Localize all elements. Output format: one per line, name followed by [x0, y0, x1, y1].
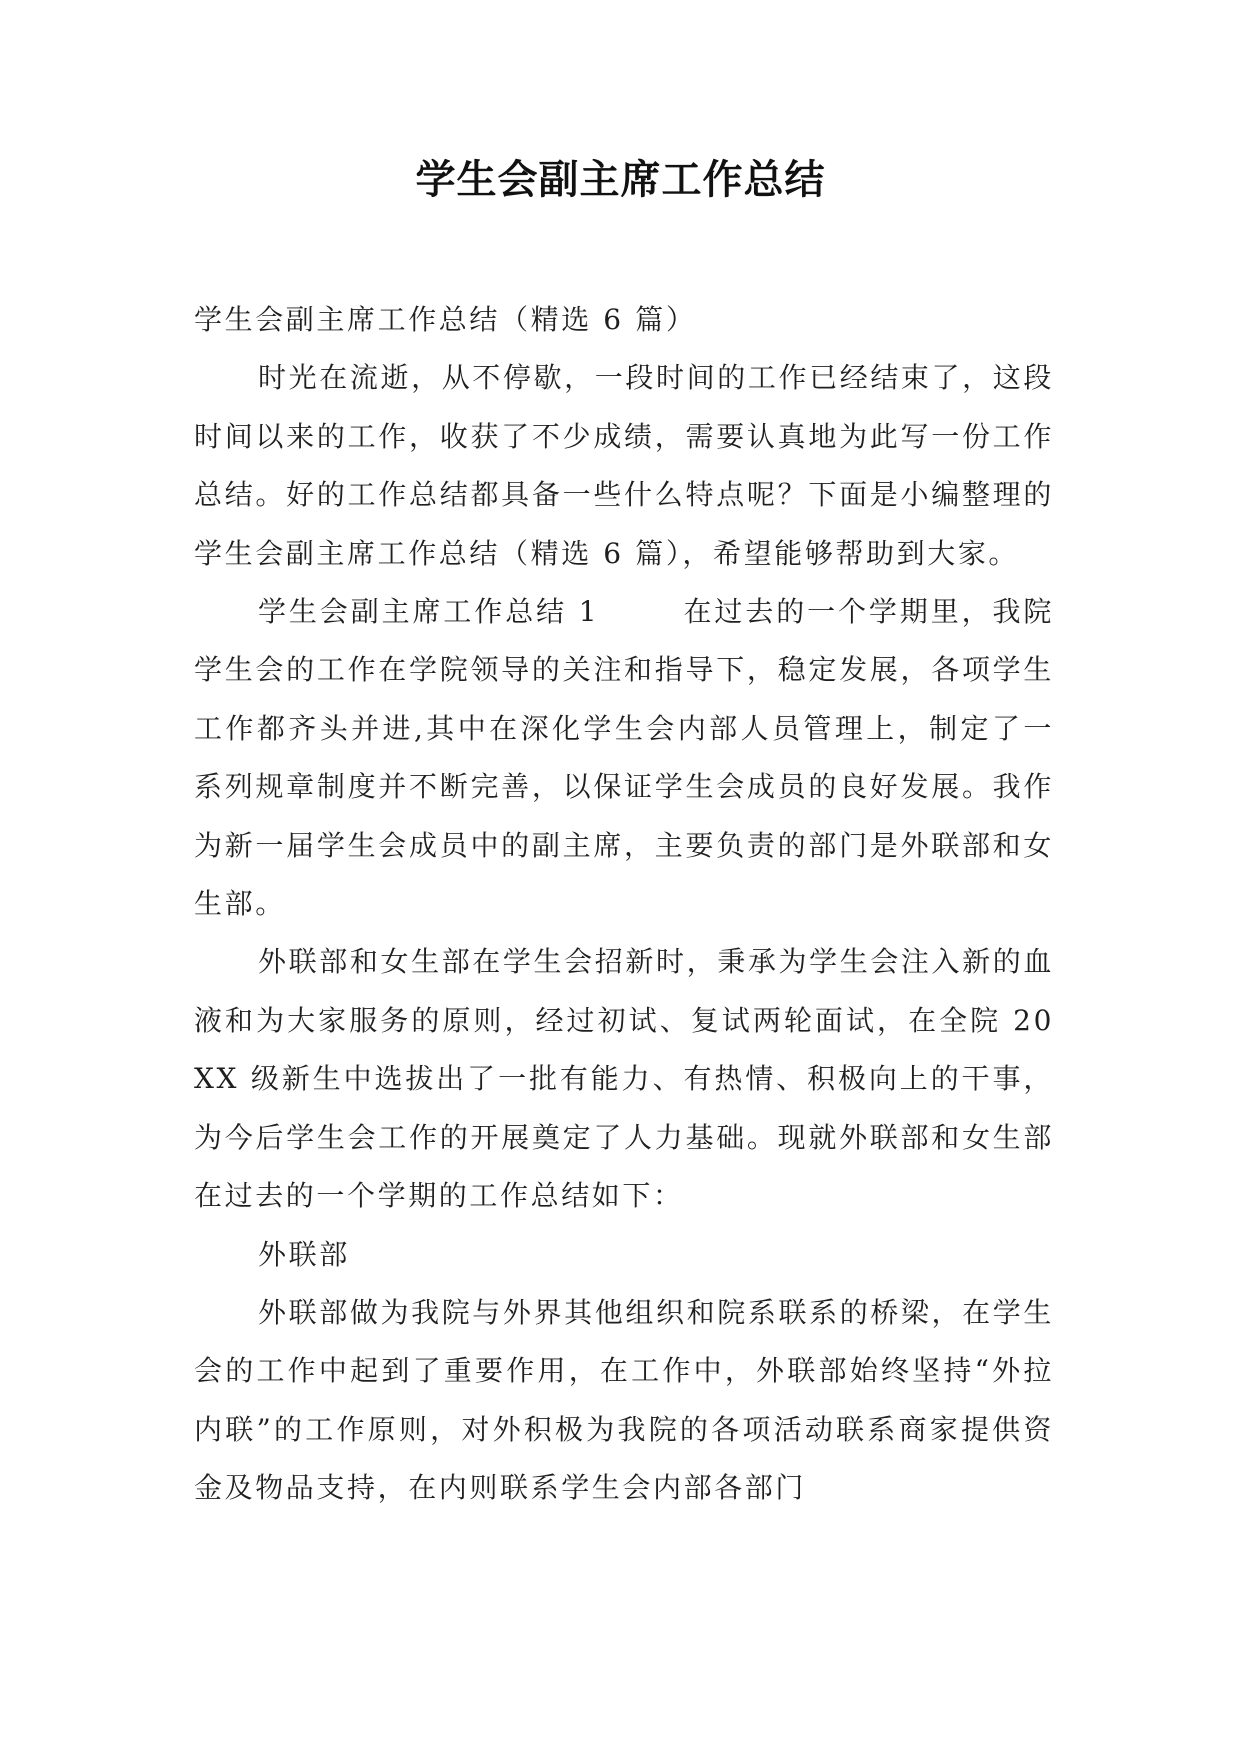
document-body: [194, 291, 1054, 1518]
document-title: 学生会副主席工作总结: [415, 157, 826, 203]
section-1-body: 在过去的一个学期里，我院学生会的工作在学院领导的关注和指导下，稳定发展，各项学生工作都齐头并进,其中在深化学生会内部人员管理上，制定了一系列规章制度并不断完善，以保证学生会成员的良好发展。我作为新一届学生会成员中的副主席，主要负责的部门是外联部和女生部。: [194, 595, 1055, 921]
section-1-heading: 学生会副主席工作总结 1: [258, 595, 600, 629]
waolianbu-heading: 外联部: [258, 1237, 350, 1271]
paragraph-3: 外联部和女生部在学生会招新时，秉承为学生会注入新的血液和为大家服务的原则，经过初试、复试两轮面试，在全院 20XX 级新生中选拔出了一批有能力、有热情、积极向上的干事，为今后学生会工作的开展奠定了人力基础。现就外联部和女生部在过去的一个学期的工作总结如下：: [194, 945, 1054, 1213]
intro-paragraph: 时光在流逝，从不停歇，一段时间的工作已经结束了，这段时间以来的工作，收获了不少成绩，需要认真地为此写一份工作总结。好的工作总结都具备一些什么特点呢？下面是小编整理的学生会副主席工作总结（精选 6 篇），希望能够帮助到大家。: [194, 361, 1054, 570]
paragraph-5: 外联部做为我院与外界其他组织和院系联系的桥梁，在学生会的工作中起到了重要作用，在工作中，外联部始终坚持“外拉内联”的工作原则，对外积极为我院的各项活动联系商家提供资金及物品支持，在内则联系学生会内部各部门: [194, 1295, 1054, 1505]
section-1-paragraph: [194, 583, 1054, 933]
document-subtitle: 学生会副主席工作总结（精选 6 篇）: [194, 303, 697, 336]
